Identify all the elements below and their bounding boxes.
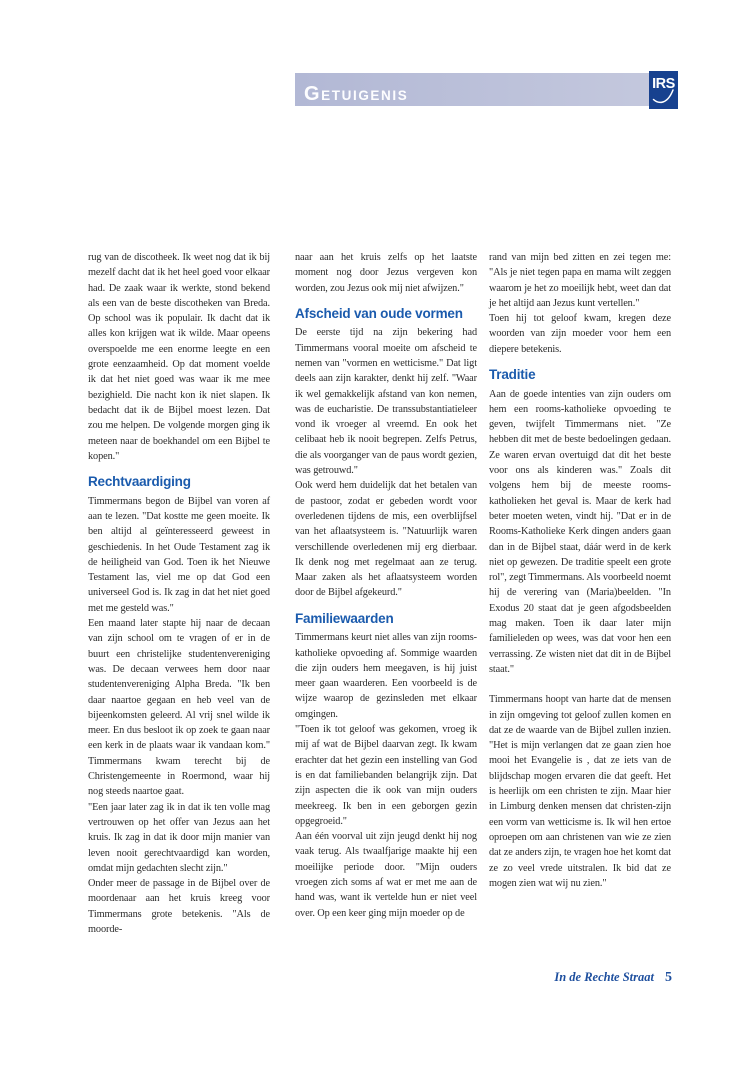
section-heading: Rechtvaardiging [88, 474, 191, 490]
article-paragraph: "Toen ik tot geloof was gekomen, vroeg ik mij af wat de Bijbel daarvan zegt. Ik kwam erachter dat het gezin een instelling van God is en dat familiebanden belangrijk zijn. Dat zijn aspecten die ik ook van mijn ouders meekreeg. Ik ben in een geborgen gezin opgegroeid." [295, 724, 477, 827]
article-paragraph: Toen hij tot geloof kwam, kregen deze woorden van zijn moeder voor hem een diepere betekenis. [489, 313, 671, 355]
section-heading: Familiewaarden [295, 610, 394, 626]
section-heading: Traditie [489, 367, 536, 383]
footer-magazine-title: In de Rechte Straat [554, 970, 654, 984]
article-paragraph: rug van de discotheek. Ik weet nog dat ik bij mezelf dacht dat ik het heel goed voor elkaar had. De zaak waar ik werkte, stond bekend als een van de beste discotheken van Breda. Op school was ik populair. Ik dacht dat ik alles kon krijgen wat ik wilde. Maar opeens overspoelde me een enorme leegte en een grote eenzaamheid. Op dat moment voelde ik dat het niet goed was waar ik me mee bezighield. Die nacht kon ik niet slapen. Ik bedacht dat ik de Bijbel moest lezen. Dat zou me helpen. De volgende morgen ging ik meteen naar de boekhandel om een Bijbel te kopen." [88, 252, 270, 462]
article-paragraph: Timmermans keurt niet alles van zijn rooms-katholieke opvoeding af. Sommige waarden die zijn ouders hem meegaven, is hij juist meer gaan waarderen. Een voorbeeld is de wijze waarop de gezinsleden met elkaar omgingen. [295, 632, 477, 720]
article-paragraph: Timmermans hoopt van harte dat de mensen in zijn omgeving tot geloof zullen komen en dat ze de waarde van de Bijbel zullen inzien. "Het is mijn verlangen dat ze gaan zien hoe mooi het Evangelie is , dat ze iets van de blijdschap mogen ervaren die dat geeft. Het is heerlijk om een christen te zijn. Maar hier in Limburg denken mensen dat christen-zijn een vorm van wetticisme is. Ik wil hen ertoe oproepen om aan christenen van wie ze zien dat ze anders zijn, te vragen hoe het komt dat ze zo veel vrede uitstralen. Ik bid dat ze mogen zien wat wij nu zien." [489, 694, 671, 889]
article-paragraph: naar aan het kruis zelfs op het laatste moment nog door Jezus vergeven kon worden, zou Jezus ook mij niet afwijzen." [295, 252, 477, 294]
article-paragraph: De eerste tijd na zijn bekering had Timmermans vooral moeite om afscheid te nemen van "vormen en wetticisme." Dat ligt deels aan zijn karakter, denkt hij zelf. "Waar ik wel gemakkelijk afstand van kon nemen, was de eucharistie. De transsubstantiatieleer vond ik vroeger al vreemd. En ook het celibaat heb ik nooit begrepen. Zelfs Petrus, die als voorganger van de paus wordt gezien, was getrouwd." [295, 327, 477, 477]
irs-logo-text: IRS [652, 76, 675, 92]
irs-logo [649, 71, 678, 109]
article-paragraph: Een maand later stapte hij naar de decaan van zijn school om te vragen of er in de buurt een christelijke studentenvereniging was. De decaan verwees hem door naar studentenvereniging Alpha Breda. "Ik ben daar naartoe gegaan en heb veel van de bijeenkomsten geleerd. Al vrij snel wilde ik meer. En dus besloot ik op zoek te gaan naar een kerk in de plaats waar ik vandaan kom." Timmermans kwam terecht bij de Christengemeente in Roermond, waar hij nog steeds naartoe gaat. [88, 618, 270, 798]
article-column-1 [88, 250, 270, 937]
article-paragraph: Timmermans begon de Bijbel van voren af aan te lezen. "Dat kostte me geen moeite. Ik ben altijd al geïnteresseerd geweest in geschiedenis. In het Oude Testament zag ik de heiligheid van God. Toen ik het Nieuwe Testament las, viel me op dat God een universeel God is. Ik zag in dat het niet goed met me gesteld was." [88, 495, 270, 614]
article-paragraph: Aan één voorval uit zijn jeugd denkt hij nog vaak terug. Als twaalfjarige maakte hij een moeilijke periode door. "Mijn ouders vroegen zich soms af wat er met me aan de hand was, want ik vertelde hun er niet veel over. Op een keer ging mijn moeder op de [295, 831, 477, 919]
page-footer [554, 970, 672, 986]
section-heading: Afscheid van oude vormen [295, 305, 463, 321]
article-paragraph: Onder meer de passage in de Bijbel over de moordenaar aan het kruis kreeg voor Timmermans grote betekenis. "Als de moorde- [88, 878, 270, 935]
article-paragraph: "Een jaar later zag ik in dat ik ten volle mag vertrouwen op het offer van Jezus aan het kruis. Ik zag in dat ik door mijn manier van leven nooit gerechtvaardigd kan worden, omdat mijn gedachten slecht zijn." [88, 801, 270, 874]
article-paragraph: Ook werd hem duidelijk dat het betalen van de pastoor, zodat er gebeden wordt voor overledenen tijdens de mis, een overblijfsel van het aflaatsysteem is. "Natuurlijk waren verschillende overledenen mij erg dierbaar. Ik denk nog met regelmaat aan ze terug. Maar zaken als het aflaatsysteem worden door de Bijbel afgekeurd." [295, 480, 477, 599]
section-title: GETUIGENIS [304, 83, 409, 105]
article-column-2 [295, 250, 477, 921]
section-header-band [295, 73, 678, 106]
article-paragraph: Aan de goede intenties van zijn ouders om hem een rooms-katholieke opvoeding te geven, twijfelt Timmermans niet. "Ze hebben dit met de beste bedoelingen gedaan. Ze waren ervan overtuigd dat dit het beste voor ons als kinderen was." Zoals dit volgens hem bij de meeste rooms-katholieken het geval is. Maar de kerk had beter moeten weten, vindt hij. "Dat er in de Rooms-Katholieke Kerk dingen anders gaan dan in de Bijbel staat, dáár werd in de kerk niet op gewezen. De traditie speelt een grote rol", zegt Timmermans. Als voorbeeld noemt hij de verering van (Maria)beelden. "In Exodus 20 staat dat je geen afgodsbeelden mag maken. Toen ik daar later mijn familieleden op wees, was dat voor hen een verrassing. Ze wisten niet dat dit in de Bijbel staat." [489, 388, 671, 675]
article-paragraph: rand van mijn bed zitten en zei tegen me: "Als je niet tegen papa en mama wilt zeggen waarom je het zo moeilijk hebt, weet dan dat je het altijd aan Jezus kunt vertellen." [489, 252, 671, 309]
article-column-3 [489, 250, 671, 891]
footer-page-number: 5 [665, 970, 672, 985]
